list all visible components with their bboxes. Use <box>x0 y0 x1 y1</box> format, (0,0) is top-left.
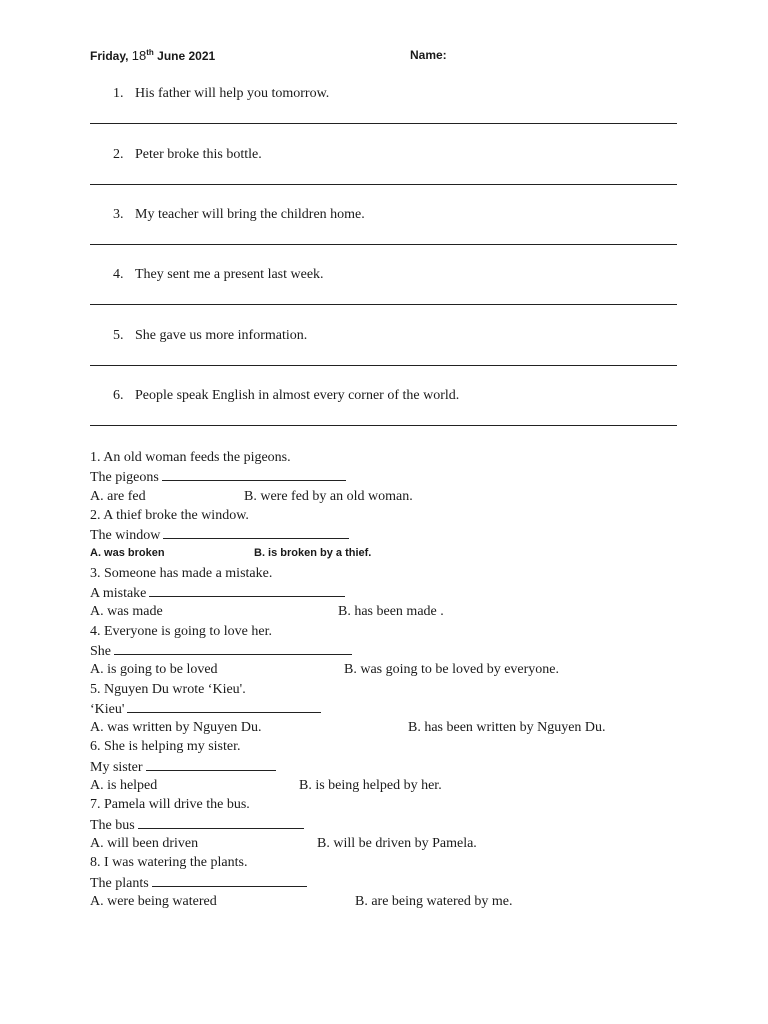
item-sentence: People speak English in almost every corner of the world. <box>135 388 460 403</box>
item-sentence: His father will help you tomorrow. <box>135 86 330 101</box>
worksheet-header <box>90 48 690 68</box>
question-sentence: 7. Pamela will drive the bus. <box>90 797 250 813</box>
answer-blank[interactable] <box>127 699 321 713</box>
item-number: 3. <box>113 207 124 222</box>
answer-blank[interactable] <box>152 873 307 887</box>
options-row <box>90 834 730 853</box>
part1-item <box>90 147 680 207</box>
item-number: 4. <box>113 267 124 282</box>
option-a[interactable]: A. are fed <box>90 488 146 504</box>
answer-stem <box>90 815 730 834</box>
item-number: 5. <box>113 328 124 343</box>
option-b[interactable]: B. is broken by a thief. <box>254 547 372 560</box>
answer-blank[interactable] <box>163 525 349 539</box>
item-sentence: Peter broke this bottle. <box>135 147 262 162</box>
answer-stem <box>90 699 730 718</box>
option-a[interactable]: A. was made <box>90 604 163 620</box>
part2-list <box>90 448 730 911</box>
option-a[interactable]: A. were being watered <box>90 893 217 909</box>
option-b[interactable]: B. were fed by an old woman. <box>244 488 413 504</box>
answer-stem <box>90 525 730 544</box>
date-month-year: June 2021 <box>153 49 216 63</box>
date <box>90 48 215 63</box>
answer-line[interactable] <box>90 304 677 305</box>
option-b[interactable]: B. has been written by Nguyen Du. <box>408 720 606 736</box>
part1-item <box>90 328 680 388</box>
part1-item <box>90 207 680 267</box>
options-row <box>90 776 730 795</box>
answer-line[interactable] <box>90 425 677 426</box>
stem-text: The plants <box>90 875 149 891</box>
options-row <box>90 544 730 563</box>
option-a[interactable]: A. will been driven <box>90 835 199 851</box>
answer-line[interactable] <box>90 244 677 245</box>
option-b[interactable]: B. was going to be loved by everyone. <box>344 662 560 678</box>
option-a[interactable]: A. is going to be loved <box>90 662 218 678</box>
item-number: 2. <box>113 147 124 162</box>
option-a[interactable]: A. is helped <box>90 778 158 794</box>
options-row <box>90 892 730 911</box>
options-row <box>90 602 730 621</box>
question-sentence: 3. Someone has made a mistake. <box>90 565 273 581</box>
answer-line[interactable] <box>90 184 677 185</box>
stem-text: The pigeons <box>90 470 159 486</box>
option-b[interactable]: B. will be driven by Pamela. <box>317 835 477 851</box>
answer-stem <box>90 873 730 892</box>
options-row <box>90 660 730 679</box>
part1-item <box>90 267 680 327</box>
answer-stem <box>90 467 730 486</box>
options-row <box>90 718 730 737</box>
question-sentence: 6. She is helping my sister. <box>90 739 241 755</box>
answer-blank[interactable] <box>146 757 276 771</box>
item-number: 6. <box>113 388 124 403</box>
option-b[interactable]: B. is being helped by her. <box>299 778 442 794</box>
question-sentence: 8. I was watering the plants. <box>90 855 248 871</box>
stem-text: My sister <box>90 759 143 775</box>
option-b[interactable]: B. has been made . <box>338 604 444 620</box>
question-sentence: 2. A thief broke the window. <box>90 507 249 523</box>
stem-text: The bus <box>90 817 135 833</box>
answer-blank[interactable] <box>149 583 345 597</box>
question-sentence: 4. Everyone is going to love her. <box>90 623 272 639</box>
question-sentence: 1. An old woman feeds the pigeons. <box>90 450 291 465</box>
answer-stem <box>90 757 730 776</box>
item-sentence: They sent me a present last week. <box>135 267 324 282</box>
answer-blank[interactable] <box>138 815 304 829</box>
item-number: 1. <box>113 86 124 101</box>
answer-line[interactable] <box>90 123 677 124</box>
name-label: Name: <box>410 48 447 62</box>
option-a[interactable]: A. was broken <box>90 547 165 560</box>
part1-item <box>90 388 680 448</box>
stem-text: A mistake <box>90 586 147 602</box>
stem-text: The window <box>90 528 161 544</box>
item-sentence: She gave us more information. <box>135 328 308 343</box>
answer-blank[interactable] <box>114 641 352 655</box>
question-sentence: 5. Nguyen Du wrote ‘Kieu'. <box>90 681 246 697</box>
options-row <box>90 487 730 506</box>
option-b[interactable]: B. are being watered by me. <box>355 893 513 909</box>
date-day: Friday, <box>90 49 132 63</box>
stem-text: ‘Kieu' <box>90 701 125 717</box>
option-a[interactable]: A. was written by Nguyen Du. <box>90 720 262 736</box>
date-number: 18 <box>131 48 147 63</box>
item-sentence: My teacher will bring the children home. <box>135 207 365 222</box>
date-suffix: th <box>146 48 154 57</box>
stem-text: She <box>90 643 111 659</box>
answer-stem <box>90 583 730 602</box>
answer-blank[interactable] <box>162 467 346 481</box>
part1-item <box>90 86 680 146</box>
answer-line[interactable] <box>90 365 677 366</box>
answer-stem <box>90 641 730 660</box>
